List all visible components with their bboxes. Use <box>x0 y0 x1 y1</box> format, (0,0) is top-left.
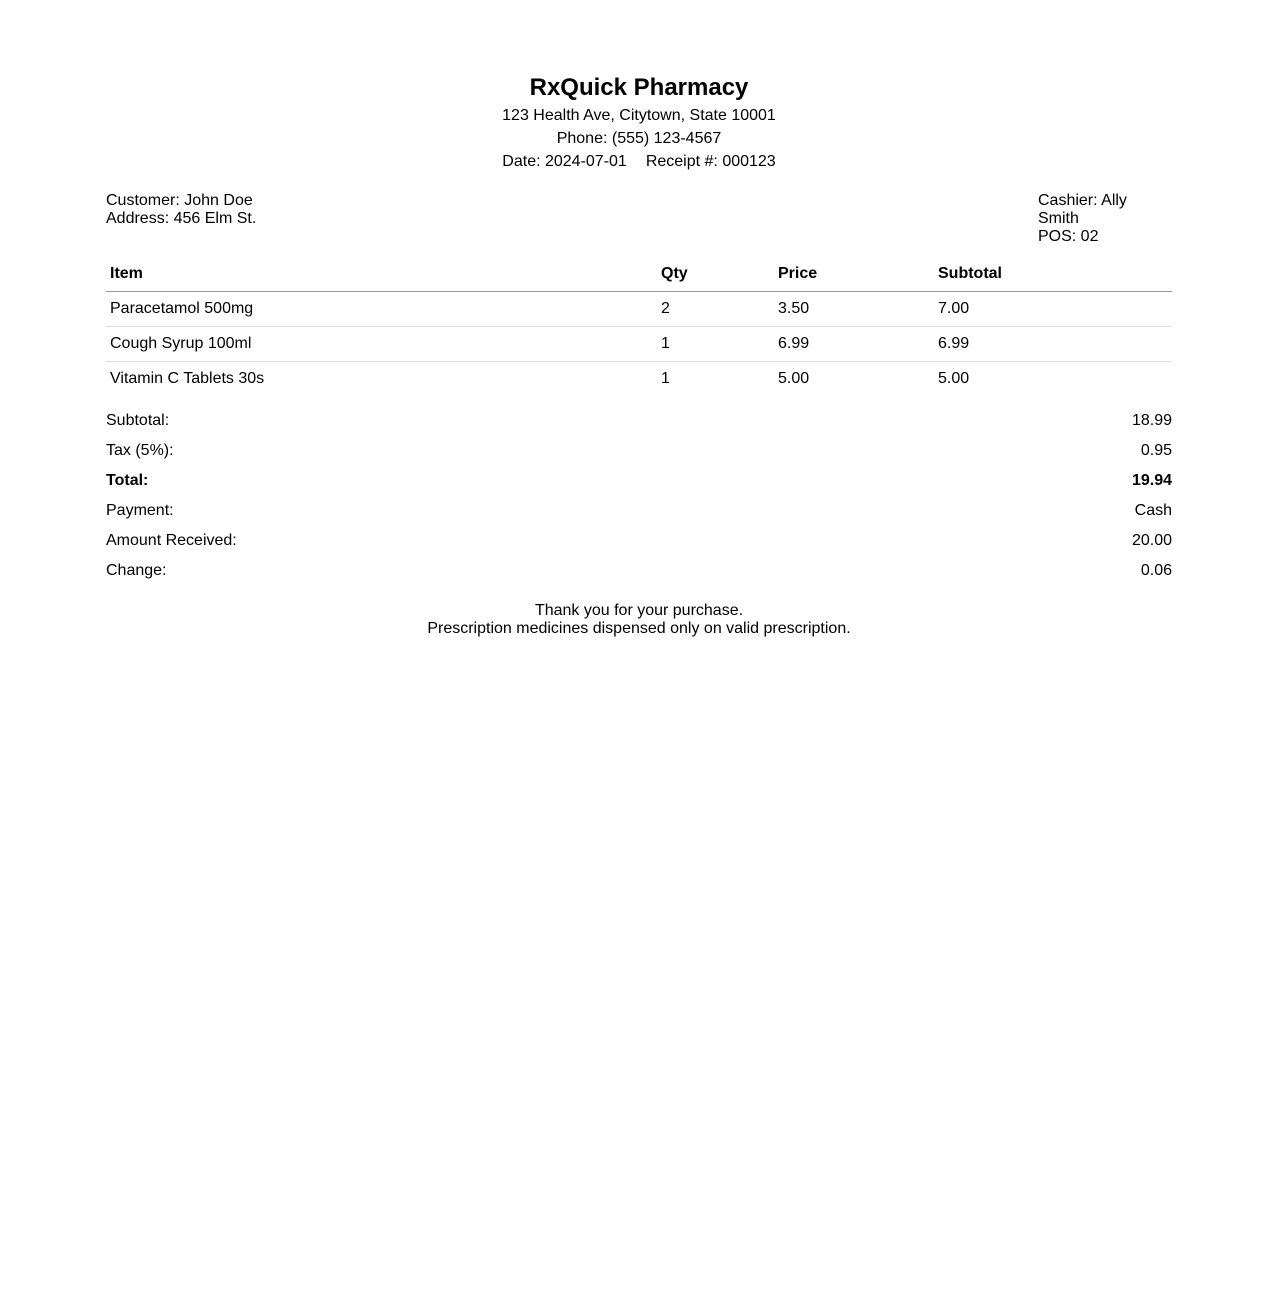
header-price: Price <box>774 257 934 292</box>
table-header-row <box>106 257 1172 292</box>
amount-received-label: Amount Received: <box>106 532 237 549</box>
tax-label: Tax (5%): <box>106 442 174 459</box>
store-address: 123 Health Ave, Citytown, State 10001 <box>502 107 776 124</box>
date-receipt-line <box>106 150 1172 173</box>
item-price: 6.99 <box>774 327 934 362</box>
receipt-meta <box>106 192 1172 246</box>
item-qty: 1 <box>657 327 774 362</box>
items-table <box>106 257 1172 396</box>
amount-received-value: 20.00 <box>1131 532 1172 549</box>
header-subtotal: Subtotal <box>934 257 1172 292</box>
prescription-notice: Prescription medicines dispensed only on valid prescription. <box>427 620 851 637</box>
item-name: Cough Syrup 100ml <box>106 327 657 362</box>
item-subtotal: 6.99 <box>934 327 1172 362</box>
change-value: 0.06 <box>1140 562 1172 579</box>
item-name: Vitamin C Tablets 30s <box>110 370 265 387</box>
payment-value: Cash <box>1134 502 1172 519</box>
thank-you-message: Thank you for your purchase. <box>534 602 744 619</box>
table-row <box>106 327 1172 362</box>
customer-name: Customer: John Doe <box>106 192 253 209</box>
item-qty: 2 <box>657 292 774 327</box>
subtotal-label: Subtotal: <box>106 412 170 429</box>
subtotal-value: 18.99 <box>1131 412 1172 429</box>
table-row <box>106 292 1172 327</box>
totals-section <box>106 406 1172 586</box>
amount-received-row <box>106 526 1172 556</box>
cashier-info <box>1038 192 1172 246</box>
receipt <box>106 0 1172 638</box>
payment-row <box>106 496 1172 526</box>
customer-info <box>106 192 256 246</box>
receipt-number: Receipt #: 000123 <box>645 153 776 170</box>
tax-row <box>106 436 1172 466</box>
total-row <box>106 466 1172 496</box>
receipt-header <box>106 72 1172 173</box>
receipt-date: Date: 2024-07-01 <box>502 153 627 170</box>
header-qty: Qty <box>657 257 774 292</box>
store-phone: Phone: (555) 123-4567 <box>556 130 722 147</box>
change-label: Change: <box>106 562 167 579</box>
item-price: 5.00 <box>778 370 810 387</box>
subtotal-row <box>106 406 1172 436</box>
customer-address: Address: 456 Elm St. <box>106 210 257 227</box>
total-value: 19.94 <box>1131 472 1172 489</box>
pos-number: POS: 02 <box>1038 228 1099 245</box>
item-qty: 1 <box>661 370 670 387</box>
total-label: Total: <box>106 472 149 489</box>
store-name: RxQuick Pharmacy <box>529 74 749 101</box>
header-item: Item <box>106 257 657 292</box>
table-row <box>106 362 1172 397</box>
item-subtotal: 5.00 <box>938 370 970 387</box>
change-row <box>106 556 1172 586</box>
item-price: 3.50 <box>774 292 934 327</box>
receipt-footer <box>106 602 1172 638</box>
cashier-name: Cashier: Ally Smith <box>1038 192 1127 227</box>
tax-value: 0.95 <box>1140 442 1172 459</box>
payment-label: Payment: <box>106 502 174 519</box>
item-subtotal: 7.00 <box>934 292 1172 327</box>
item-name: Paracetamol 500mg <box>106 292 657 327</box>
